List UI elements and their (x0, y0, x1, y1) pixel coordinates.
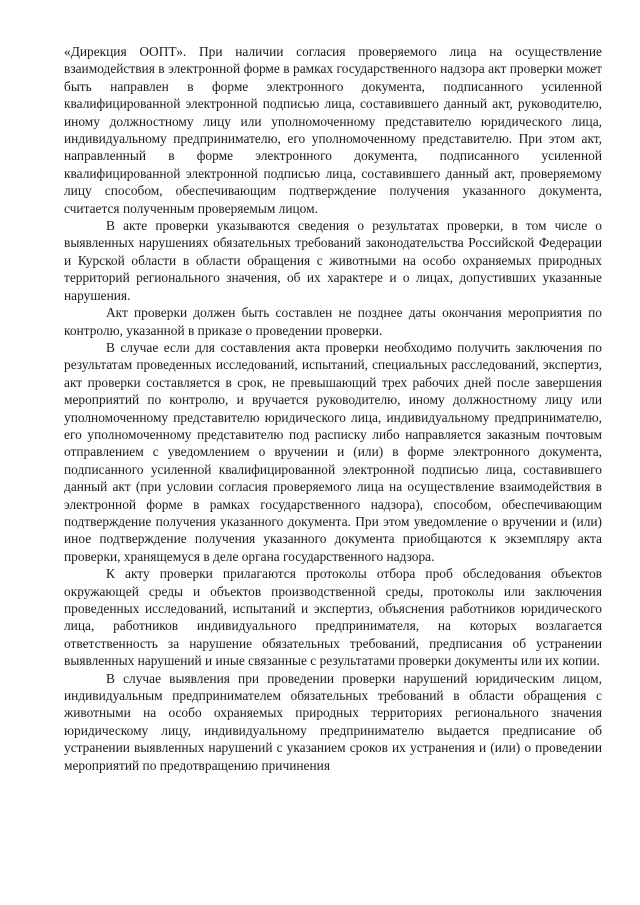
paragraph-3: Акт проверки должен быть составлен не позднее даты окончания мероприятия по контролю, указанной в приказе о проведении проверки. (64, 305, 602, 338)
paragraph-2: В акте проверки указываются сведения о результатах проверки, в том числе о выявленных нарушениях обязательных требований законодательства Российской Федерации и Курской области в области обращения с животными на особо охраняемых природных территорий регионального значения, об их характере и о лицах, допустивших указанные нарушения. (64, 218, 602, 303)
document-page (64, 43, 602, 774)
paragraph-5: К акту проверки прилагаются протоколы отбора проб обследования объектов окружающей среды и объектов производственной среды, протоколы или заключения проведенных исследований, испытаний и экспертиз, объяснения работников юридического лица, работников индивидуального предпринимателя, на которых возлагается ответственность за нарушение обязательных требований, предписания об устранении выявленных нарушений и иные связанные с результатами проверки документы или их копии. (64, 566, 602, 669)
paragraph-4: В случае если для составления акта проверки необходимо получить заключения по результатам проведенных исследований, испытаний, специальных расследований, экспертиз, акт проверки составляется в срок, не превышающий трех рабочих дней после завершения мероприятий по контролю, и вручается руководителю, иному должностному лицу или уполномоченному представителю юридического лица, индивидуальному предпринимателю, его уполномоченному представителю под расписку либо направляется заказным почтовым отправлением с уведомлением о вручении и (или) в форме электронного документа, подписанного усиленной квалифицированной электронной подписью лица, составившего данный акт (при условии согласия проверяемого лица на осуществление взаимодействия в электронной форме в рамках государственного надзора), способом, обеспечивающим подтверждение получения указанного документа. При этом уведомление о вручении и (или) иное подтверждение получения указанного документа приобщаются к экземпляру акта проверки, хранящемуся в деле органа государственного надзора. (64, 339, 602, 564)
paragraph-1: «Дирекция ООПТ». При наличии согласия проверяемого лица на осуществление взаимодействия в электронной форме в рамках государственного надзора акт проверки может быть направлен в форме электронного документа, подписанного усиленной квалифицированной электронной подписью лица, составившего данный акт, руководителю, иному должностному лицу или уполномоченному представителю юридического лица, индивидуальному предпринимателю, его уполномоченному представителю. При этом акт, направленный в форме электронного документа, подписанного усиленной квалифицированной электронной подписью лица, составившего данный акт, проверяемому лицу способом, обеспечивающим подтверждение получения указанного документа, считается полученным проверяемым лицом. (64, 44, 602, 216)
paragraph-6: В случае выявления при проведении проверки нарушений юридическим лицом, индивидуальным предпринимателем обязательных требований в области обращения с животными на особо охраняемых природных территориях регионального значения юридическому лицу, индивидуальному предпринимателю выдается предписание об устранении выявленных нарушений с указанием сроков их устранения и (или) о проведении мероприятий по предотвращению причинения (64, 670, 602, 773)
